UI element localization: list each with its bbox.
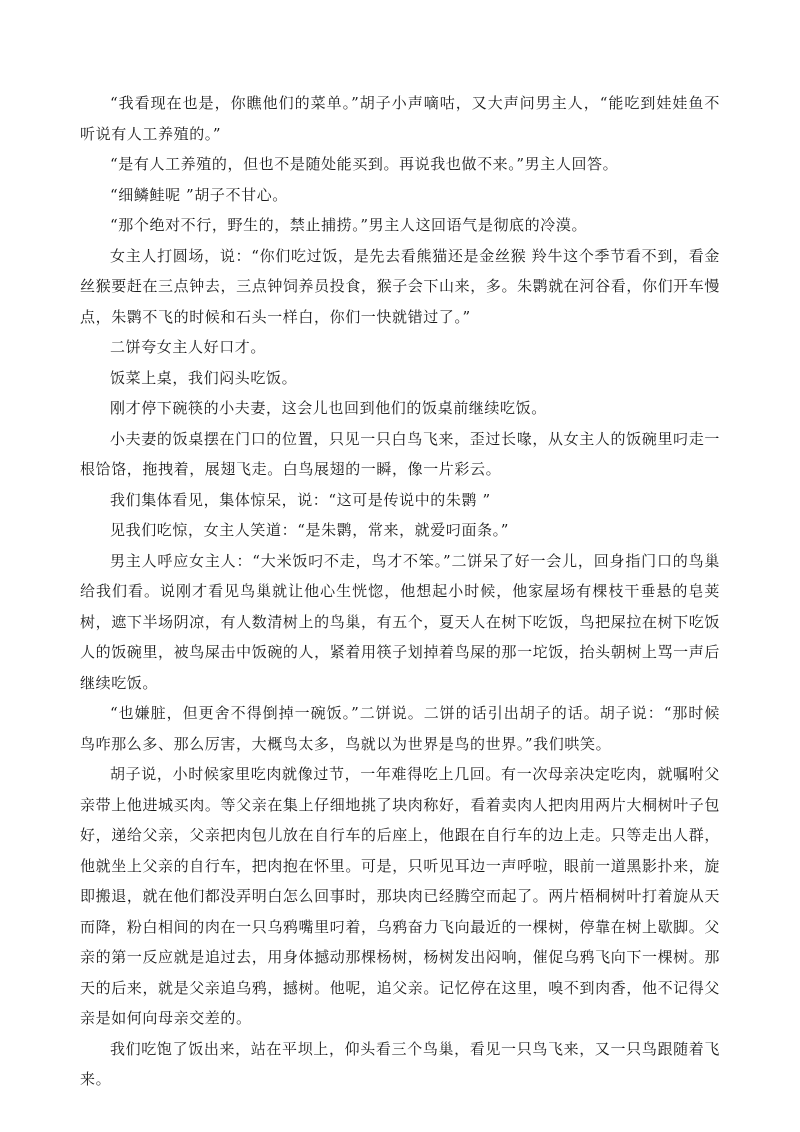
paragraph: 我们吃饱了饭出来，站在平坝上，仰头看三个鸟巢，看见一只鸟飞来，又一只鸟跟随着飞来。	[80, 1039, 720, 1088]
paragraph: 小夫妻的饭桌摆在门口的位置，只见一只白鸟飞来，歪过长喙，从女主人的饭碗里叼走一根饸饹，拖拽着，展翅飞走。白鸟展翅的一瞬，像一片彩云。	[80, 429, 720, 478]
paragraph: “是有人工养殖的，但也不是随处能买到。再说我也做不来。”男主人回答。	[110, 155, 619, 173]
paragraph: 女主人打圆场，说：“你们吃过饭，是先去看熊猫还是金丝猴 羚牛这个季节看不到，看金丝猴要赶在三点钟去，三点钟饲养员投食，猴子会下山来，多。朱鹮就在河谷看，你们开车慢点，朱鹮不飞的时候和石头一样白，你们一快就错过了。”	[80, 246, 720, 326]
paragraph: “也嫌脏，但更舍不得倒掉一碗饭。”二饼说。二饼的话引出胡子的话。胡子说：“那时候鸟咋那么多、那么厉害，大概鸟太多，鸟就以为世界是鸟的世界。”我们哄笑。	[80, 704, 720, 753]
document-body	[80, 88, 720, 1095]
paragraph: 饭菜上桌，我们闷头吃饭。	[110, 368, 298, 387]
paragraph: 刚才停下碗筷的小夫妻，这会儿也回到他们的饭桌前继续吃饭。	[110, 399, 547, 417]
paragraph: “那个绝对不行，野生的，禁止捕捞。”男主人这回语气是彻底的冷漠。	[110, 216, 588, 234]
paragraph: 见我们吃惊，女主人笑道：“是朱鹮，常来，就爱叼面条。”	[110, 521, 510, 539]
paragraph: “细鳞鲑呢 ”胡子不甘心。	[110, 185, 288, 204]
paragraph: 我们集体看见，集体惊呆，说：“这可是传说中的朱鹮 ”	[110, 490, 491, 509]
paragraph: 二饼夸女主人好口才。	[110, 338, 267, 356]
paragraph: “我看现在也是，你瞧他们的菜单。”胡子小声嘀咕，又大声问男主人，“能吃到娃娃鱼不 听说有人工养殖的。”	[80, 94, 720, 143]
paragraph: 胡子说，小时候家里吃肉就像过节，一年难得吃上几回。有一次母亲决定吃肉，就嘱咐父亲带上他进城买肉。等父亲在集上仔细地挑了块肉称好，看着卖肉人把肉用两片大桐树叶子包好，递给父亲，父亲把肉包儿放在自行车的后座上，他跟在自行车的边上走。只等走出人群，他就坐上父亲的自行车，把肉抱在怀里。可是，只听见耳边一声呼啦，眼前一道黑影扑来，旋即搬退，就在他们都没弄明白怎么回事时，那块肉已经腾空而起了。两片梧桐树叶打着旋从天而降，粉白相间的肉在一只乌鸦嘴里叼着，乌鸦奋力飞向最近的一棵树，停靠在树上歇脚。父亲的第一反应就是追过去，用身体撼动那棵杨树，杨树发出闷响，催促乌鸦飞向下一棵树。那天的后来，就是父亲追乌鸦，撼树。他呢，追父亲。记忆停在这里，嗅不到肉香，他不记得父亲是如何向母亲交差的。	[80, 765, 720, 1027]
paragraph: 男主人呼应女主人：“大米饭叼不走，鸟才不笨。”二饼呆了好一会儿，回身指门口的鸟巢给我们看。说刚才看见鸟巢就让他心生恍惚，他想起小时候，他家屋场有棵枝干垂悬的皂荚树，遮下半场阴凉，有人数清树上的鸟巢，有五个，夏天人在树下吃饭，鸟把屎拉在树下吃饭人的饭碗里，被鸟屎击中饭碗的人，紧着用筷子划掉着鸟屎的那一坨饭，抬头朝树上骂一声后继续吃饭。	[80, 551, 720, 692]
